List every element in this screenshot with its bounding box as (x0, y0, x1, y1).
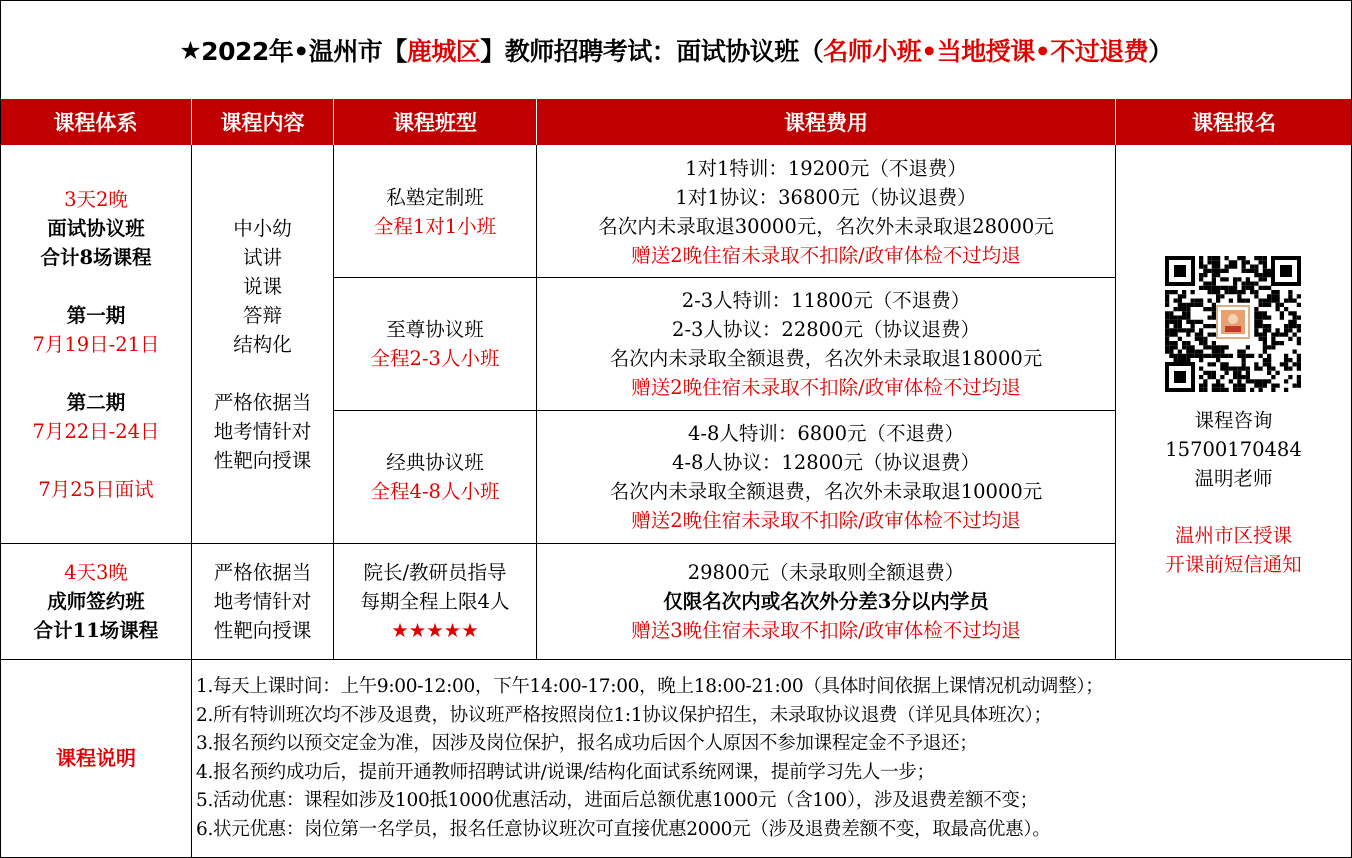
program2-content (192, 544, 333, 659)
registration-note-sms: 开课前短信通知 (1165, 553, 1302, 576)
class-size: 全程4-8人小班 (370, 480, 500, 503)
content-note-line: 严格依据当 (213, 391, 312, 414)
title-highlight: 名师小班•当地授课•不过退费 (823, 37, 1149, 66)
fee-line: 4-8人协议：12800元（协议退费） (672, 451, 980, 474)
program1-sessions: 合计8场课程 (40, 246, 152, 269)
qr-code-image[interactable] (1165, 256, 1301, 392)
note-item: 6.状元优惠：岗位第一名学员，报名任意协议班次可直接优惠2000元（涉及退费差额不变，取最高优惠）。 (196, 818, 1051, 840)
registration-info (1116, 404, 1351, 494)
content-item: 试讲 (242, 246, 282, 269)
header-class-type: 课程班型 (334, 99, 537, 145)
program2-system (1, 544, 191, 659)
fee-line: 名次内未录取全额退费，名次外未录取退18000元 (609, 347, 1043, 370)
class-size: 全程1对1小班 (373, 214, 497, 238)
grid-line (1115, 145, 1116, 660)
program1-content (192, 146, 333, 543)
notes-list (192, 660, 1352, 858)
fee-bonus: 赠送2晚住宿未录取不扣除/政审体检不过均退 (631, 376, 1021, 399)
note-item: 2.所有特训班次均不涉及退费，协议班严格按照岗位1:1协议保护招生，未录取协议退费（详见具体班次）； (196, 704, 1052, 726)
class-type-classic (334, 411, 536, 543)
content-note-line: 地考情针对 (213, 420, 312, 443)
program2-fee (537, 544, 1115, 659)
header-course-fee: 课程费用 (537, 99, 1116, 145)
fee-line: 1对1协议：36800元（协议退费） (675, 185, 977, 209)
consult-phone[interactable]: 15700170484 (1165, 437, 1302, 461)
content-note-line: 性靶向授课 (213, 619, 312, 642)
title-part1: 2022年•温州市【 (201, 37, 407, 66)
program2-class-type (334, 544, 536, 659)
program1-duration: 3天2晚 (64, 188, 128, 211)
class-fee-classic (537, 411, 1115, 543)
fee-bonus: 赠送2晚住宿未录取不扣除/政审体检不过均退 (631, 243, 1021, 267)
content-note-line: 性靶向授课 (213, 449, 312, 472)
note-item: 4.报名预约成功后，提前开通教师招聘试讲/说课/结构化面试系统网课，提前学习先人一步； (196, 761, 935, 783)
fee-line: 名次内未录取退30000元，名次外未录取退28000元 (598, 214, 1054, 238)
fee-line: 2-3人协议：22800元（协议退费） (672, 318, 980, 341)
title-part3: ） (1148, 37, 1173, 66)
fee-condition: 仅限名次内或名次外分差3分以内学员 (663, 590, 989, 613)
header-course-content: 课程内容 (192, 99, 334, 145)
content-item: 结构化 (233, 333, 292, 356)
note-item: 1.每天上课时间：上午9:00-12:00，下午14:00-17:00，晚上18:00-21:00（具体时间依据上课情况机动调整）； (196, 676, 1104, 697)
title-part2: 】教师招聘考试：面试协议班（ (480, 37, 824, 66)
program2-sessions: 合计11场课程 (33, 619, 159, 642)
fee-line: 1对1特训：19200元（不退费） (685, 156, 967, 180)
fee-line: 2-3人特训：11800元（不退费） (681, 289, 971, 312)
class-fee-premium (537, 278, 1115, 410)
class-size: 全程2-3人小班 (370, 347, 500, 370)
rating-stars: ★★★★★ (391, 619, 479, 642)
class-name: 经典协议班 (386, 451, 484, 474)
program1-period2-dates: 7月22日-24日 (32, 420, 160, 443)
program1-system (1, 146, 191, 543)
title-star: ★ (179, 35, 202, 65)
class-line: 每期全程上限4人 (360, 590, 510, 613)
content-item: 说课 (242, 275, 282, 298)
content-item: 答辩 (242, 304, 282, 327)
consult-teacher: 温明老师 (1194, 466, 1273, 490)
class-name: 至尊协议班 (386, 318, 484, 341)
header-registration: 课程报名 (1116, 99, 1352, 145)
qr-code-icon (1165, 256, 1301, 392)
content-note-line: 严格依据当 (213, 561, 312, 584)
program1-period1-dates: 7月19日-21日 (32, 333, 160, 356)
program1-interview-date: 7月25日面试 (38, 478, 154, 501)
class-type-private (334, 146, 536, 277)
consult-label: 课程咨询 (1194, 408, 1273, 432)
title-district: 鹿城区 (406, 37, 481, 66)
registration-notes (1116, 520, 1351, 580)
note-item: 3.报名预约以预交定金为准，因涉及岗位保护，报名成功后因个人原因不参加课程定金不予退还； (196, 733, 978, 754)
fee-line: 29800元（未录取则全额退费） (687, 561, 965, 584)
header-course-system: 课程体系 (0, 99, 192, 145)
class-name: 私塾定制班 (386, 185, 484, 209)
notes-label-cell (1, 660, 191, 857)
fee-bonus: 赠送3晚住宿未录取不扣除/政审体检不过均退 (631, 619, 1021, 642)
program1-period2-label: 第二期 (66, 391, 126, 414)
program1-name: 面试协议班 (47, 217, 145, 240)
fee-bonus: 赠送2晚住宿未录取不扣除/政审体检不过均退 (631, 509, 1021, 532)
note-item: 5.活动优惠：课程如涉及100抵1000优惠活动，进面后总额优惠1000元（含100），涉及退费差额不变； (196, 790, 1038, 811)
page-title (0, 0, 1352, 99)
fee-line: 4-8人特训：6800元（不退费） (687, 422, 965, 445)
content-note-line: 地考情针对 (213, 590, 312, 613)
class-fee-private (537, 146, 1115, 277)
program2-name: 成师签约班 (47, 590, 145, 613)
fee-line: 名次内未录取全额退费，名次外未录取退10000元 (609, 480, 1043, 503)
content-item: 中小幼 (233, 217, 292, 240)
program1-period1-label: 第一期 (66, 304, 126, 327)
notes-label: 课程说明 (56, 746, 136, 770)
program2-duration: 4天3晚 (64, 561, 128, 584)
registration-note-location: 温州市区授课 (1174, 524, 1292, 547)
class-type-premium (334, 278, 536, 410)
class-line: 院长/教研员指导 (363, 561, 507, 584)
